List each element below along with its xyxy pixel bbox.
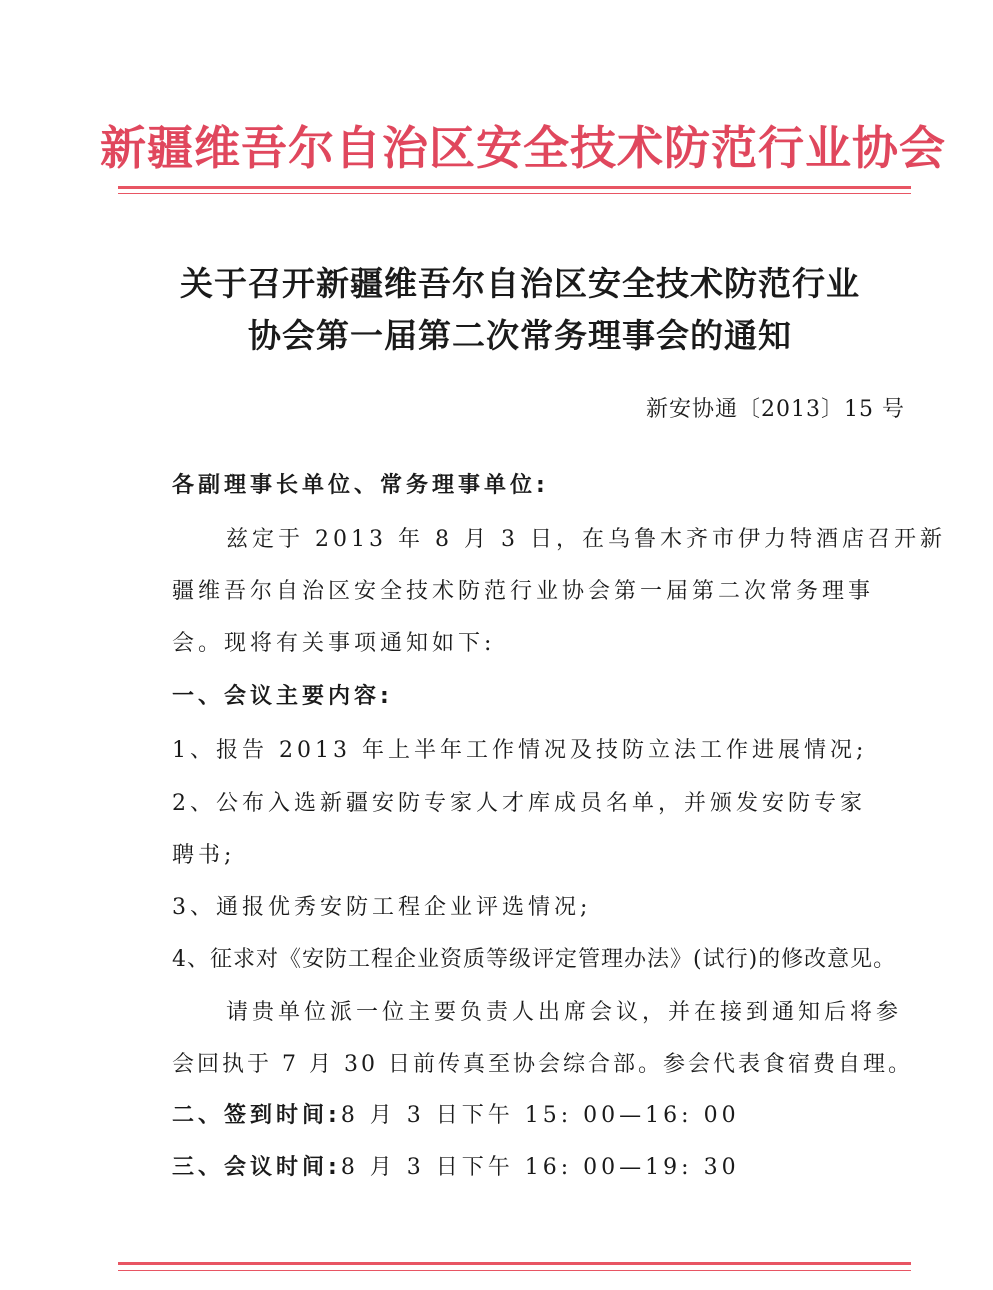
footer-rule-thick (118, 1262, 911, 1265)
request-line-2: 会回执于 7 月 30 日前传真至协会综合部。参会代表食宿费自理。 (172, 1052, 913, 1077)
request-line-1: 请贵单位派一位主要负责人出席会议，并在接到通知后将参 (226, 1000, 903, 1025)
addressee: 各副理事长单位、常务理事单位: (172, 473, 549, 498)
agenda-item-2-line-2: 聘书; (172, 843, 236, 868)
meeting-time: 8 月 3 日下午 16: 00—19: 30 (340, 1155, 740, 1180)
agenda-item-3: 3、通报优秀安防工程企业评选情况; (172, 895, 592, 920)
letterhead-rule-thick (118, 186, 911, 189)
footer-rule-thin (118, 1270, 911, 1271)
intro-line-3: 会。现将有关事项通知如下: (172, 631, 496, 656)
agenda-item-1: 1、报告 2013 年上半年工作情况及技防立法工作进展情况; (172, 738, 868, 763)
document-number: 新安协通〔2013〕15 号 (646, 397, 905, 422)
section-1-heading: 一、会议主要内容: (172, 684, 393, 709)
notice-title-line-1: 关于召开新疆维吾尔自治区安全技术防范行业 (180, 264, 860, 303)
intro-line-2: 疆维吾尔自治区安全技术防范行业协会第一届第二次常务理事 (172, 579, 875, 604)
letterhead-org-name: 新疆维吾尔自治区安全技术防范行业协会 (100, 121, 946, 175)
section-3 (172, 1154, 917, 1182)
intro-line-1: 兹定于 2013 年 8 月 3 日，在乌鲁木齐市伊力特酒店召开新 (226, 527, 946, 552)
section-3-heading: 三、会议时间: (172, 1155, 341, 1180)
agenda-item-2-line-1: 2、公布入选新疆安防专家人才库成员名单，并颁发安防专家 (172, 791, 866, 816)
check-in-time: 8 月 3 日下午 15: 00—16: 00 (340, 1103, 740, 1128)
section-2 (172, 1102, 917, 1130)
notice-title-line-2: 协会第一届第二次常务理事会的通知 (248, 316, 792, 355)
agenda-item-4: 4、征求对《安防工程企业资质等级评定管理办法》(试行)的修改意见。 (172, 947, 897, 972)
section-2-heading: 二、签到时间: (172, 1103, 341, 1128)
letterhead-rule-thin (118, 193, 911, 194)
